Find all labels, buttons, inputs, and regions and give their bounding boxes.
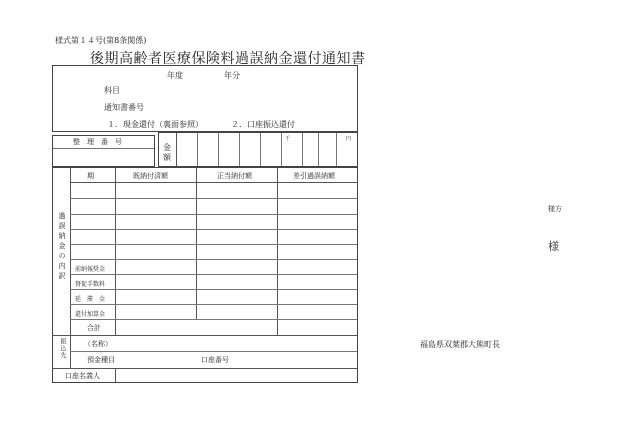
form-number: 様式第１４号(第8条関係) xyxy=(55,36,147,45)
deposit-type-label: 預金種目 xyxy=(87,356,115,364)
col-header-period: 期 xyxy=(87,172,94,180)
row-label-dunning-fee: 督促手数料 xyxy=(75,281,106,288)
row-label-late-fee: 延 滞 金 xyxy=(75,296,106,303)
amount-label-kin: 金 xyxy=(163,143,171,152)
unit-yen: 円 xyxy=(346,136,352,142)
option-cash-refund: １．現金還付（裏面参照） xyxy=(107,120,203,129)
option-bank-transfer: ２．口座振込還付 xyxy=(231,120,295,129)
account-number-label: 口座番号 xyxy=(201,356,229,364)
year-label: 年度 xyxy=(167,71,183,80)
addressee-sama-kata: 様方 xyxy=(548,205,562,213)
addressee-sama: 様 xyxy=(548,240,559,253)
row-label-refund-addition: 還付加算金 xyxy=(75,311,106,318)
col-header-proper-amount: 正当納付額 xyxy=(217,172,252,180)
seiri-number-label: 整 理 番 号 xyxy=(73,138,122,146)
row-label-total: 合計 xyxy=(87,324,101,332)
amount-label-gaku: 額 xyxy=(163,153,171,162)
col-header-overpaid-amount: 差引過誤納額 xyxy=(293,172,335,180)
amount-box xyxy=(158,132,358,167)
document-title: 後期高齢者医療保険料過誤納金還付通知書 xyxy=(90,51,366,67)
notice-number-label: 通知書番号 xyxy=(104,103,144,112)
top-section xyxy=(52,65,358,132)
year-suffix: 年分 xyxy=(224,71,240,80)
bank-name-label: （名称） xyxy=(84,340,112,348)
unit-thousand: 千 xyxy=(285,136,291,142)
detail-table xyxy=(52,167,358,383)
seiri-number-box xyxy=(52,135,155,167)
account-holder-label: 口座名義人 xyxy=(65,372,100,380)
col-header-paid-amount: 既納付済額 xyxy=(133,172,168,180)
row-label-prepay-reward: 前納報奨金 xyxy=(75,266,106,273)
bank-side-label: 振込先 xyxy=(59,338,66,359)
issuer-name: 福島県双葉郡大熊町長 xyxy=(420,340,500,349)
item-label: 科目 xyxy=(104,86,120,95)
refund-breakdown-side-label: 過誤納金の内訳 xyxy=(58,212,66,282)
